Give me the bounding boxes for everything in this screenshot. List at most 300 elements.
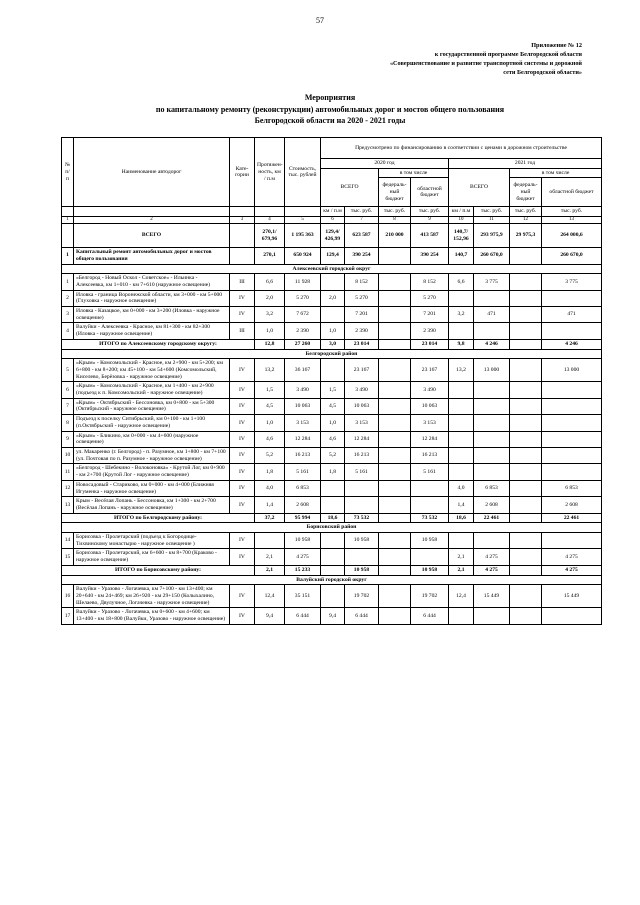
financing-km21	[449, 323, 474, 339]
financing-km20: 2,0	[321, 290, 345, 306]
header-incl-2020: в том числе	[379, 168, 449, 178]
financing-km21: 3,2	[449, 307, 474, 323]
table-row	[62, 480, 602, 496]
financing-reg21: 6 853	[542, 480, 602, 496]
header-federal-2020: федераль-ный бюджет	[379, 178, 411, 207]
column-index: 6	[321, 217, 345, 224]
subtotal-km20	[321, 565, 345, 575]
road-cost: 7 672	[285, 307, 321, 323]
table-row	[62, 585, 602, 608]
road-length: 1,8	[255, 464, 285, 480]
financing-sum21	[474, 608, 510, 624]
header-total-2020: ВСЕГО	[321, 168, 379, 207]
financing-km21	[449, 464, 474, 480]
title-line: по капитальному ремонту (реконструкции) автомобильных дорог и мостов общего пользования	[155, 104, 505, 114]
road-name: Иловка - Казацкое, км 0+000 - км 3+200 (Иловка - наружное освещение)	[74, 307, 230, 323]
row-num: 6	[62, 382, 74, 398]
grand-total-sum20: 623 587	[345, 224, 379, 248]
financing-reg21: 15 449	[542, 585, 602, 608]
financing-fed20	[379, 464, 411, 480]
financing-reg21: 471	[542, 307, 602, 323]
road-length: 4,6	[255, 431, 285, 447]
road-category: IV	[230, 382, 255, 398]
road-cost: 6 444	[285, 608, 321, 624]
row-num: 7	[62, 398, 74, 414]
road-category: IV	[230, 533, 255, 549]
financing-km20: 9,4	[321, 608, 345, 624]
row-num: 17	[62, 608, 74, 624]
header-financing: Предусмотрено по финансированию в соответствии с ценами в дорожном строительстве	[321, 138, 602, 159]
financing-km21: 12,4	[449, 585, 474, 608]
road-name: «Крым» - Бликино, км 0+000 - км 4+600 (наружное освещение)	[74, 431, 230, 447]
financing-sum21: 3 775	[474, 274, 510, 290]
road-length: 1,4	[255, 497, 285, 513]
financing-fed20	[379, 382, 411, 398]
financing-km20: 1,0	[321, 323, 345, 339]
financing-fed21	[510, 323, 542, 339]
subtotal-reg20: 73 532	[411, 513, 449, 523]
financing-sum21: 2 608	[474, 497, 510, 513]
header-year-2020: 2020 год	[321, 159, 449, 169]
financing-km20: 1,0	[321, 415, 345, 431]
road-category: IV	[230, 307, 255, 323]
financing-km21	[449, 290, 474, 306]
district-header-row	[62, 349, 602, 359]
subtotal-fed20	[379, 565, 411, 575]
road-length: 12,4	[255, 585, 285, 608]
grand-total-km21: 140,7/ 152,96	[449, 224, 474, 248]
financing-fed21	[510, 585, 542, 608]
financing-sum20: 5 270	[345, 290, 379, 306]
column-index: 1	[62, 217, 74, 224]
financing-sum21: 13 000	[474, 359, 510, 382]
subtotal-label: ИТОГО по Алексеевскому городскому округу:	[62, 339, 255, 349]
road-name: Иловка - граница Воронежской области, км 3+000 - км 5+000 (Глуховка - наружное освещение)	[74, 290, 230, 306]
subtotal-length: 37,2	[255, 513, 285, 523]
subtotal-reg20: 23 014	[411, 339, 449, 349]
table-row	[62, 415, 602, 431]
capital-km20: 129,4	[321, 248, 345, 264]
subtotal-fed21	[510, 565, 542, 575]
financing-fed21	[510, 398, 542, 414]
road-cost: 6 853	[285, 480, 321, 496]
header-year-2021: 2021 год	[449, 159, 602, 169]
column-index: 5	[285, 217, 321, 224]
subtotal-km20: 18,6	[321, 513, 345, 523]
financing-fed20	[379, 608, 411, 624]
subtotal-length: 12,8	[255, 339, 285, 349]
financing-km20	[321, 359, 345, 382]
financing-km21	[449, 447, 474, 463]
road-category: III	[230, 323, 255, 339]
appendix-line: сети Белгородской области»	[503, 68, 582, 76]
financing-reg21	[542, 323, 602, 339]
table-row	[62, 307, 602, 323]
road-cost: 3 153	[285, 415, 321, 431]
road-cost: 10 958	[285, 533, 321, 549]
table-row	[62, 549, 602, 565]
financing-reg20: 10 063	[411, 398, 449, 414]
financing-sum20: 3 153	[345, 415, 379, 431]
financing-sum20: 7 201	[345, 307, 379, 323]
appendix-line: Приложение № 12	[531, 42, 582, 49]
financing-fed20	[379, 290, 411, 306]
district-header-row	[62, 523, 602, 533]
road-name: Новосадовый - Стариково, км 0+000 - км 4+000 (Ближняя Игуменка - наружное освещение)	[74, 480, 230, 496]
row-num: 4	[62, 323, 74, 339]
table-row	[62, 464, 602, 480]
district-name: Белгородский район	[62, 349, 602, 359]
financing-fed21	[510, 447, 542, 463]
subtotal-fed20	[379, 513, 411, 523]
financing-fed20	[379, 533, 411, 549]
header-incl-2021: в том числе	[510, 168, 602, 178]
subtotal-fed20	[379, 339, 411, 349]
road-length: 1,0	[255, 415, 285, 431]
financing-km21	[449, 398, 474, 414]
appendix-line: «Совершенствование и развитие транспортной системы и дорожной	[389, 59, 582, 67]
financing-fed20	[379, 415, 411, 431]
financing-reg21	[542, 533, 602, 549]
table-row	[62, 290, 602, 306]
financing-sum20: 8 152	[345, 274, 379, 290]
grand-total-fed20: 210 000	[379, 224, 411, 248]
financing-fed20	[379, 480, 411, 496]
road-name: Борисовка - Пролетарский, км 6+600 - км 8+700 (Краково - наружное освещение)	[74, 549, 230, 565]
subtotal-sum20: 10 958	[345, 565, 379, 575]
grand-total-label: ВСЕГО	[74, 224, 230, 248]
row-num: 12	[62, 480, 74, 496]
financing-fed21	[510, 415, 542, 431]
financing-fed21	[510, 549, 542, 565]
road-category: IV	[230, 447, 255, 463]
road-cost: 2 608	[285, 497, 321, 513]
financing-km20	[321, 480, 345, 496]
road-length: 4,0	[255, 480, 285, 496]
road-category: IV	[230, 464, 255, 480]
financing-reg20: 10 958	[411, 533, 449, 549]
financing-sum21: 6 853	[474, 480, 510, 496]
district-header-row	[62, 264, 602, 274]
road-name: Валуйки - Уразово - Логачевка, км 0+600 - км 4+600; км 13+400 - км 18+800 (Валуйки, Уразово - наружное освещение)	[74, 608, 230, 624]
header-unit: тыс. руб.	[474, 207, 510, 217]
roads-table	[61, 137, 602, 625]
header-cost: Стоимость, тыс. рублей	[285, 138, 321, 207]
financing-reg20: 5 161	[411, 464, 449, 480]
subtotal-cost: 27 260	[285, 339, 321, 349]
financing-km20: 4,6	[321, 431, 345, 447]
district-name: Алексеевский городской округ	[62, 264, 602, 274]
title-line: Белгородской области на 2020 - 2021 годы	[254, 116, 406, 126]
financing-fed21	[510, 480, 542, 496]
road-name: «Белгород - Шебекино - Волоконовка» - Крутой Лог, км 0+900 - км 2+700 (Крутой Лог - наружное освещение)	[74, 464, 230, 480]
subtotal-cost: 15 233	[285, 565, 321, 575]
column-index: 8	[379, 217, 411, 224]
road-name: «Крым» - Октябрьский - Бессоновка, км 0+800 - км 5+300 (Октябрьский - наружное освещение)	[74, 398, 230, 414]
financing-reg21	[542, 447, 602, 463]
road-length: 1,0	[255, 323, 285, 339]
road-category: IV	[230, 497, 255, 513]
road-length: 4,5	[255, 398, 285, 414]
financing-km20	[321, 585, 345, 608]
financing-sum20: 10 063	[345, 398, 379, 414]
financing-reg21	[542, 415, 602, 431]
financing-sum20: 6 444	[345, 608, 379, 624]
financing-fed21	[510, 359, 542, 382]
financing-reg20: 5 270	[411, 290, 449, 306]
subtotal-sum20: 23 014	[345, 339, 379, 349]
financing-reg21: 2 608	[542, 497, 602, 513]
road-length: 3,2	[255, 307, 285, 323]
road-length: 1,5	[255, 382, 285, 398]
financing-sum20	[345, 497, 379, 513]
road-length: 6,6	[255, 274, 285, 290]
financing-sum21	[474, 323, 510, 339]
financing-reg20: 23 167	[411, 359, 449, 382]
subtotal-km20: 3,0	[321, 339, 345, 349]
financing-sum21: 4 275	[474, 549, 510, 565]
financing-fed21	[510, 497, 542, 513]
table-row	[62, 608, 602, 624]
financing-reg21	[542, 290, 602, 306]
capital-repair-label: Капитальный ремонт автомобильных дорог и мостов общего пользования	[74, 248, 230, 264]
road-category: IV	[230, 549, 255, 565]
road-name: Валуйки - Алексеевка - Красное, км 81+300 - км 82+300 (Иловка - наружное освещение)	[74, 323, 230, 339]
column-index: 3	[230, 217, 255, 224]
subtotal-cost: 95 994	[285, 513, 321, 523]
subtotal-reg21: 22 461	[542, 513, 602, 523]
road-cost: 2 390	[285, 323, 321, 339]
financing-reg20: 7 201	[411, 307, 449, 323]
financing-km21	[449, 608, 474, 624]
road-category: IV	[230, 608, 255, 624]
financing-km20	[321, 307, 345, 323]
table-row	[62, 359, 602, 382]
financing-reg21	[542, 608, 602, 624]
column-index-row	[62, 217, 602, 224]
financing-reg21	[542, 382, 602, 398]
header-unit: тыс. руб.	[510, 207, 542, 217]
road-name: Борисовка - Пролетарский (подъезд к Богородице-Тихвинскому монастырю - наружное освещение )	[74, 533, 230, 549]
subtotal-length: 2,1	[255, 565, 285, 575]
financing-km20: 1,5	[321, 382, 345, 398]
financing-km21	[449, 415, 474, 431]
financing-km21	[449, 533, 474, 549]
column-index: 12	[510, 217, 542, 224]
road-cost: 5 270	[285, 290, 321, 306]
header-length: Протяжен-ность, км / п.м	[255, 138, 285, 207]
subtotal-fed21	[510, 513, 542, 523]
column-index: 10	[449, 217, 474, 224]
capital-sum20: 390 254	[345, 248, 379, 264]
financing-sum21	[474, 415, 510, 431]
financing-reg21: 3 775	[542, 274, 602, 290]
road-cost: 4 275	[285, 549, 321, 565]
subtotal-km21: 18,6	[449, 513, 474, 523]
financing-fed20	[379, 431, 411, 447]
financing-sum20: 12 284	[345, 431, 379, 447]
financing-sum20: 23 167	[345, 359, 379, 382]
capital-reg21: 260 670,0	[542, 248, 602, 264]
column-index: 2	[74, 217, 230, 224]
financing-fed21	[510, 307, 542, 323]
financing-reg20: 16 213	[411, 447, 449, 463]
document-title	[60, 92, 600, 127]
table-header	[62, 138, 602, 224]
financing-km21: 13,2	[449, 359, 474, 382]
financing-reg20	[411, 497, 449, 513]
financing-km20	[321, 533, 345, 549]
subtotal-reg21: 4 246	[542, 339, 602, 349]
column-index: 4	[255, 217, 285, 224]
road-name: «Белгород - Новый Оскол - Советское» - Ильинка - Алексеевка, км 1+010 - км 7+610 (наружное освещение)	[74, 274, 230, 290]
district-name: Валуйский городской округ	[62, 575, 602, 585]
financing-km21: 4,0	[449, 480, 474, 496]
subtotal-label: ИТОГО по Белгородскому району:	[62, 513, 255, 523]
financing-fed20	[379, 274, 411, 290]
road-name: ул. Макаренко (г. Белгород) - п. Разумное, км 1+800 - км 7+100 (ул. Почтовая по п. Разумное - наружное освещение)	[74, 447, 230, 463]
table-row	[62, 382, 602, 398]
capital-cost: 650 924	[285, 248, 321, 264]
subtotal-sum21: 4 275	[474, 565, 510, 575]
table-row	[62, 431, 602, 447]
financing-sum21	[474, 447, 510, 463]
road-cost: 35 151	[285, 585, 321, 608]
subtotal-reg20: 10 958	[411, 565, 449, 575]
grand-total-cost: 1 195 363	[285, 224, 321, 248]
header-unit: тыс. руб.	[345, 207, 379, 217]
road-cost: 3 490	[285, 382, 321, 398]
capital-repair-row	[62, 248, 602, 264]
row-num: 11	[62, 464, 74, 480]
table-row	[62, 497, 602, 513]
road-length: 9,4	[255, 608, 285, 624]
financing-reg20: 6 444	[411, 608, 449, 624]
financing-sum21: 471	[474, 307, 510, 323]
appendix-header	[332, 42, 582, 78]
row-num: 16	[62, 585, 74, 608]
column-index: 13	[542, 217, 602, 224]
financing-km20: 5,2	[321, 447, 345, 463]
financing-reg20: 12 284	[411, 431, 449, 447]
financing-km20	[321, 274, 345, 290]
table-row	[62, 323, 602, 339]
road-category: IV	[230, 480, 255, 496]
row-num: 15	[62, 549, 74, 565]
road-length: 5,2	[255, 447, 285, 463]
row-num: 3	[62, 307, 74, 323]
header-unit: тыс. руб.	[379, 207, 411, 217]
grand-total-reg20: 413 587	[411, 224, 449, 248]
financing-sum21	[474, 398, 510, 414]
financing-reg21: 4 275	[542, 549, 602, 565]
road-category: IV	[230, 398, 255, 414]
subtotal-sum21: 22 461	[474, 513, 510, 523]
road-length	[255, 533, 285, 549]
row-num: 13	[62, 497, 74, 513]
header-category: Кате-гории	[230, 138, 255, 207]
road-category: IV	[230, 585, 255, 608]
road-name: «Крым» - Комсомольский - Красное, км 2+900 - км 5+200; км 6+800 - км 8+200; км 45+100 - км 54+600 (Комсомольский, Киселево, Берёзовка - наружное освещение)	[74, 359, 230, 382]
row-num: 1	[62, 274, 74, 290]
road-category: IV	[230, 431, 255, 447]
financing-fed21	[510, 608, 542, 624]
road-length: 2,1	[255, 549, 285, 565]
header-num: № п/п	[62, 138, 74, 207]
road-category: IV	[230, 415, 255, 431]
road-cost: 36 167	[285, 359, 321, 382]
header-unit: км / п.м	[321, 207, 345, 217]
road-name: Крым - Весёлая Лопань - Бессоновка, км 1+300 - км 2+700 (Весёлая Лопань - наружное освещение)	[74, 497, 230, 513]
road-cost: 11 928	[285, 274, 321, 290]
financing-km20	[321, 549, 345, 565]
row-num: 1	[62, 248, 74, 264]
capital-km21: 140,7	[449, 248, 474, 264]
financing-reg20	[411, 549, 449, 565]
financing-sum20	[345, 480, 379, 496]
financing-reg20: 3 490	[411, 382, 449, 398]
road-cost: 5 161	[285, 464, 321, 480]
road-name: Подъезд к поселку Ситибрьский, км 0+100 - км 1+100 (п.Октябрьский - наружное освещение)	[74, 415, 230, 431]
row-num: 8	[62, 415, 74, 431]
grand-total-km20: 129,4/ 426,99	[321, 224, 345, 248]
grand-total-reg21: 264 000,6	[542, 224, 602, 248]
financing-reg20: 2 390	[411, 323, 449, 339]
district-name: Борисовский район	[62, 523, 602, 533]
financing-reg20	[411, 480, 449, 496]
financing-km20: 4,5	[321, 398, 345, 414]
column-index: 7	[345, 217, 379, 224]
appendix-line: к государственной программе Белгородской области	[434, 50, 582, 58]
financing-fed20	[379, 447, 411, 463]
road-cost: 10 063	[285, 398, 321, 414]
financing-km21	[449, 431, 474, 447]
row-num: 14	[62, 533, 74, 549]
subtotal-sum21: 4 246	[474, 339, 510, 349]
subtotal-row	[62, 513, 602, 523]
road-name: «Крым» - Комсомольский - Красное, км 1+400 - км 2+900 (подъезд к п. Комсомольский - наружное освещение)	[74, 382, 230, 398]
road-cost: 12 284	[285, 431, 321, 447]
financing-sum20: 16 213	[345, 447, 379, 463]
financing-km21: 6,6	[449, 274, 474, 290]
financing-fed20	[379, 323, 411, 339]
financing-sum21	[474, 533, 510, 549]
header-regional-2021: областной бюджет	[542, 178, 602, 207]
header-total-2021: ВСЕГО	[449, 168, 510, 207]
financing-sum21	[474, 382, 510, 398]
subtotal-label: ИТОГО по Борисовскому району:	[62, 565, 255, 575]
road-category: IV	[230, 290, 255, 306]
financing-km20	[321, 497, 345, 513]
header-federal-2021: федераль-ный бюджет	[510, 178, 542, 207]
row-num: 9	[62, 431, 74, 447]
road-category: IV	[230, 359, 255, 382]
financing-fed21	[510, 464, 542, 480]
financing-km21	[449, 382, 474, 398]
district-header-row	[62, 575, 602, 585]
financing-sum20: 3 490	[345, 382, 379, 398]
grand-total-sum21: 293 975,9	[474, 224, 510, 248]
financing-fed21	[510, 274, 542, 290]
financing-fed20	[379, 585, 411, 608]
financing-km21: 1,4	[449, 497, 474, 513]
header-unit: тыс. руб.	[411, 207, 449, 217]
financing-reg21	[542, 431, 602, 447]
financing-reg21	[542, 398, 602, 414]
financing-reg21: 13 000	[542, 359, 602, 382]
grand-total-length: 270,1/ 679,96	[255, 224, 285, 248]
financing-reg21	[542, 464, 602, 480]
